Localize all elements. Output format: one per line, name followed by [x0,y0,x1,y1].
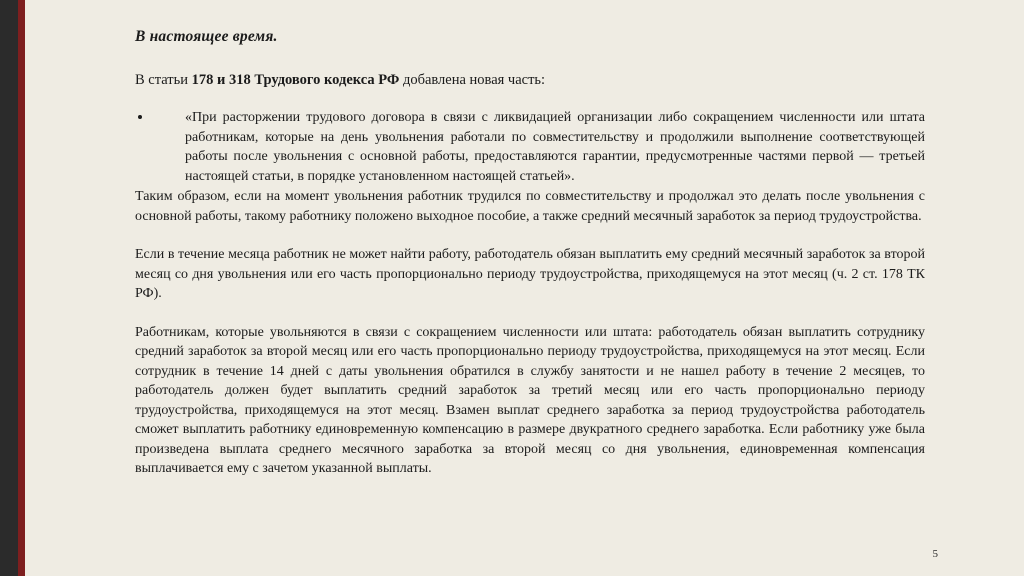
slide-content [135,0,925,576]
subheading-prefix: В статьи [135,72,192,88]
slide-heading: В настоящее время. [135,28,278,45]
slide-left-dark-bar [0,0,18,576]
slide-body [135,108,925,479]
subheading-suffix: добавлена новая часть: [399,72,546,88]
list-item [135,108,925,186]
paragraph-3: Работникам, которые увольняются в связи с сокращением численности или штата: работодатель обязан выплатить сотруднику средний заработок за второй месяц или его часть пропорционально периоду трудоустройства, приходящемуся на этот месяц. Если сотрудник в течение 14 дней с даты увольнения обратился в службу занятости и не нашел работу в течение 2 месяцев, то работодатель должен будет выплатить средний заработок за третий месяц или его часть пропорционально периоду трудоустройства, приходящемуся на этот месяц. Взамен выплат среднего заработка за период трудоустройства работодатель сможет выплатить работнику единовременную компенсацию в размере двукратного среднего заработка. Если работнику уже была произведена выплата среднего месячного заработка за второй месяц со дня увольнения, единовременная компенсация выплачивается ему с зачетом указанной выплаты. [135,324,925,476]
slide-left-accent-bar [18,0,25,576]
page-number: 5 [932,548,938,560]
subheading-bold: 178 и 318 Трудового кодекса РФ [191,72,400,88]
slide-subheading [135,72,545,89]
bullet-point-icon [138,115,142,119]
bullet-quote-text: «При расторжении трудового договора в связи с ликвидацией организации либо сокращением численности или штата работникам, которые на день увольнения работали по совместительству и продолжили выполнение соответствующей работы после увольнения с основной работы, предоставляются гарантии, предусмотренные частями первой — третьей настоящей статьи, в порядке установленном настоящей статьей». [185,110,925,184]
paragraph-1: Таким образом, если на момент увольнения работник трудился по совместительству и продолжал это делать после увольнения с основной работы, такому работнику положено выходное пособие, а также средний месячный заработок за период трудоустройства. [135,189,925,224]
paragraph-2: Если в течение месяца работник не может найти работу, работодатель обязан выплатить ему средний месячный заработок за второй месяц со дня увольнения или его часть пропорционально периоду трудоустройства, приходящемуся на этот месяц (ч. 2 ст. 178 ТК РФ). [135,247,925,301]
paragraph-spacer [135,304,925,323]
paragraph-spacer [135,226,925,245]
